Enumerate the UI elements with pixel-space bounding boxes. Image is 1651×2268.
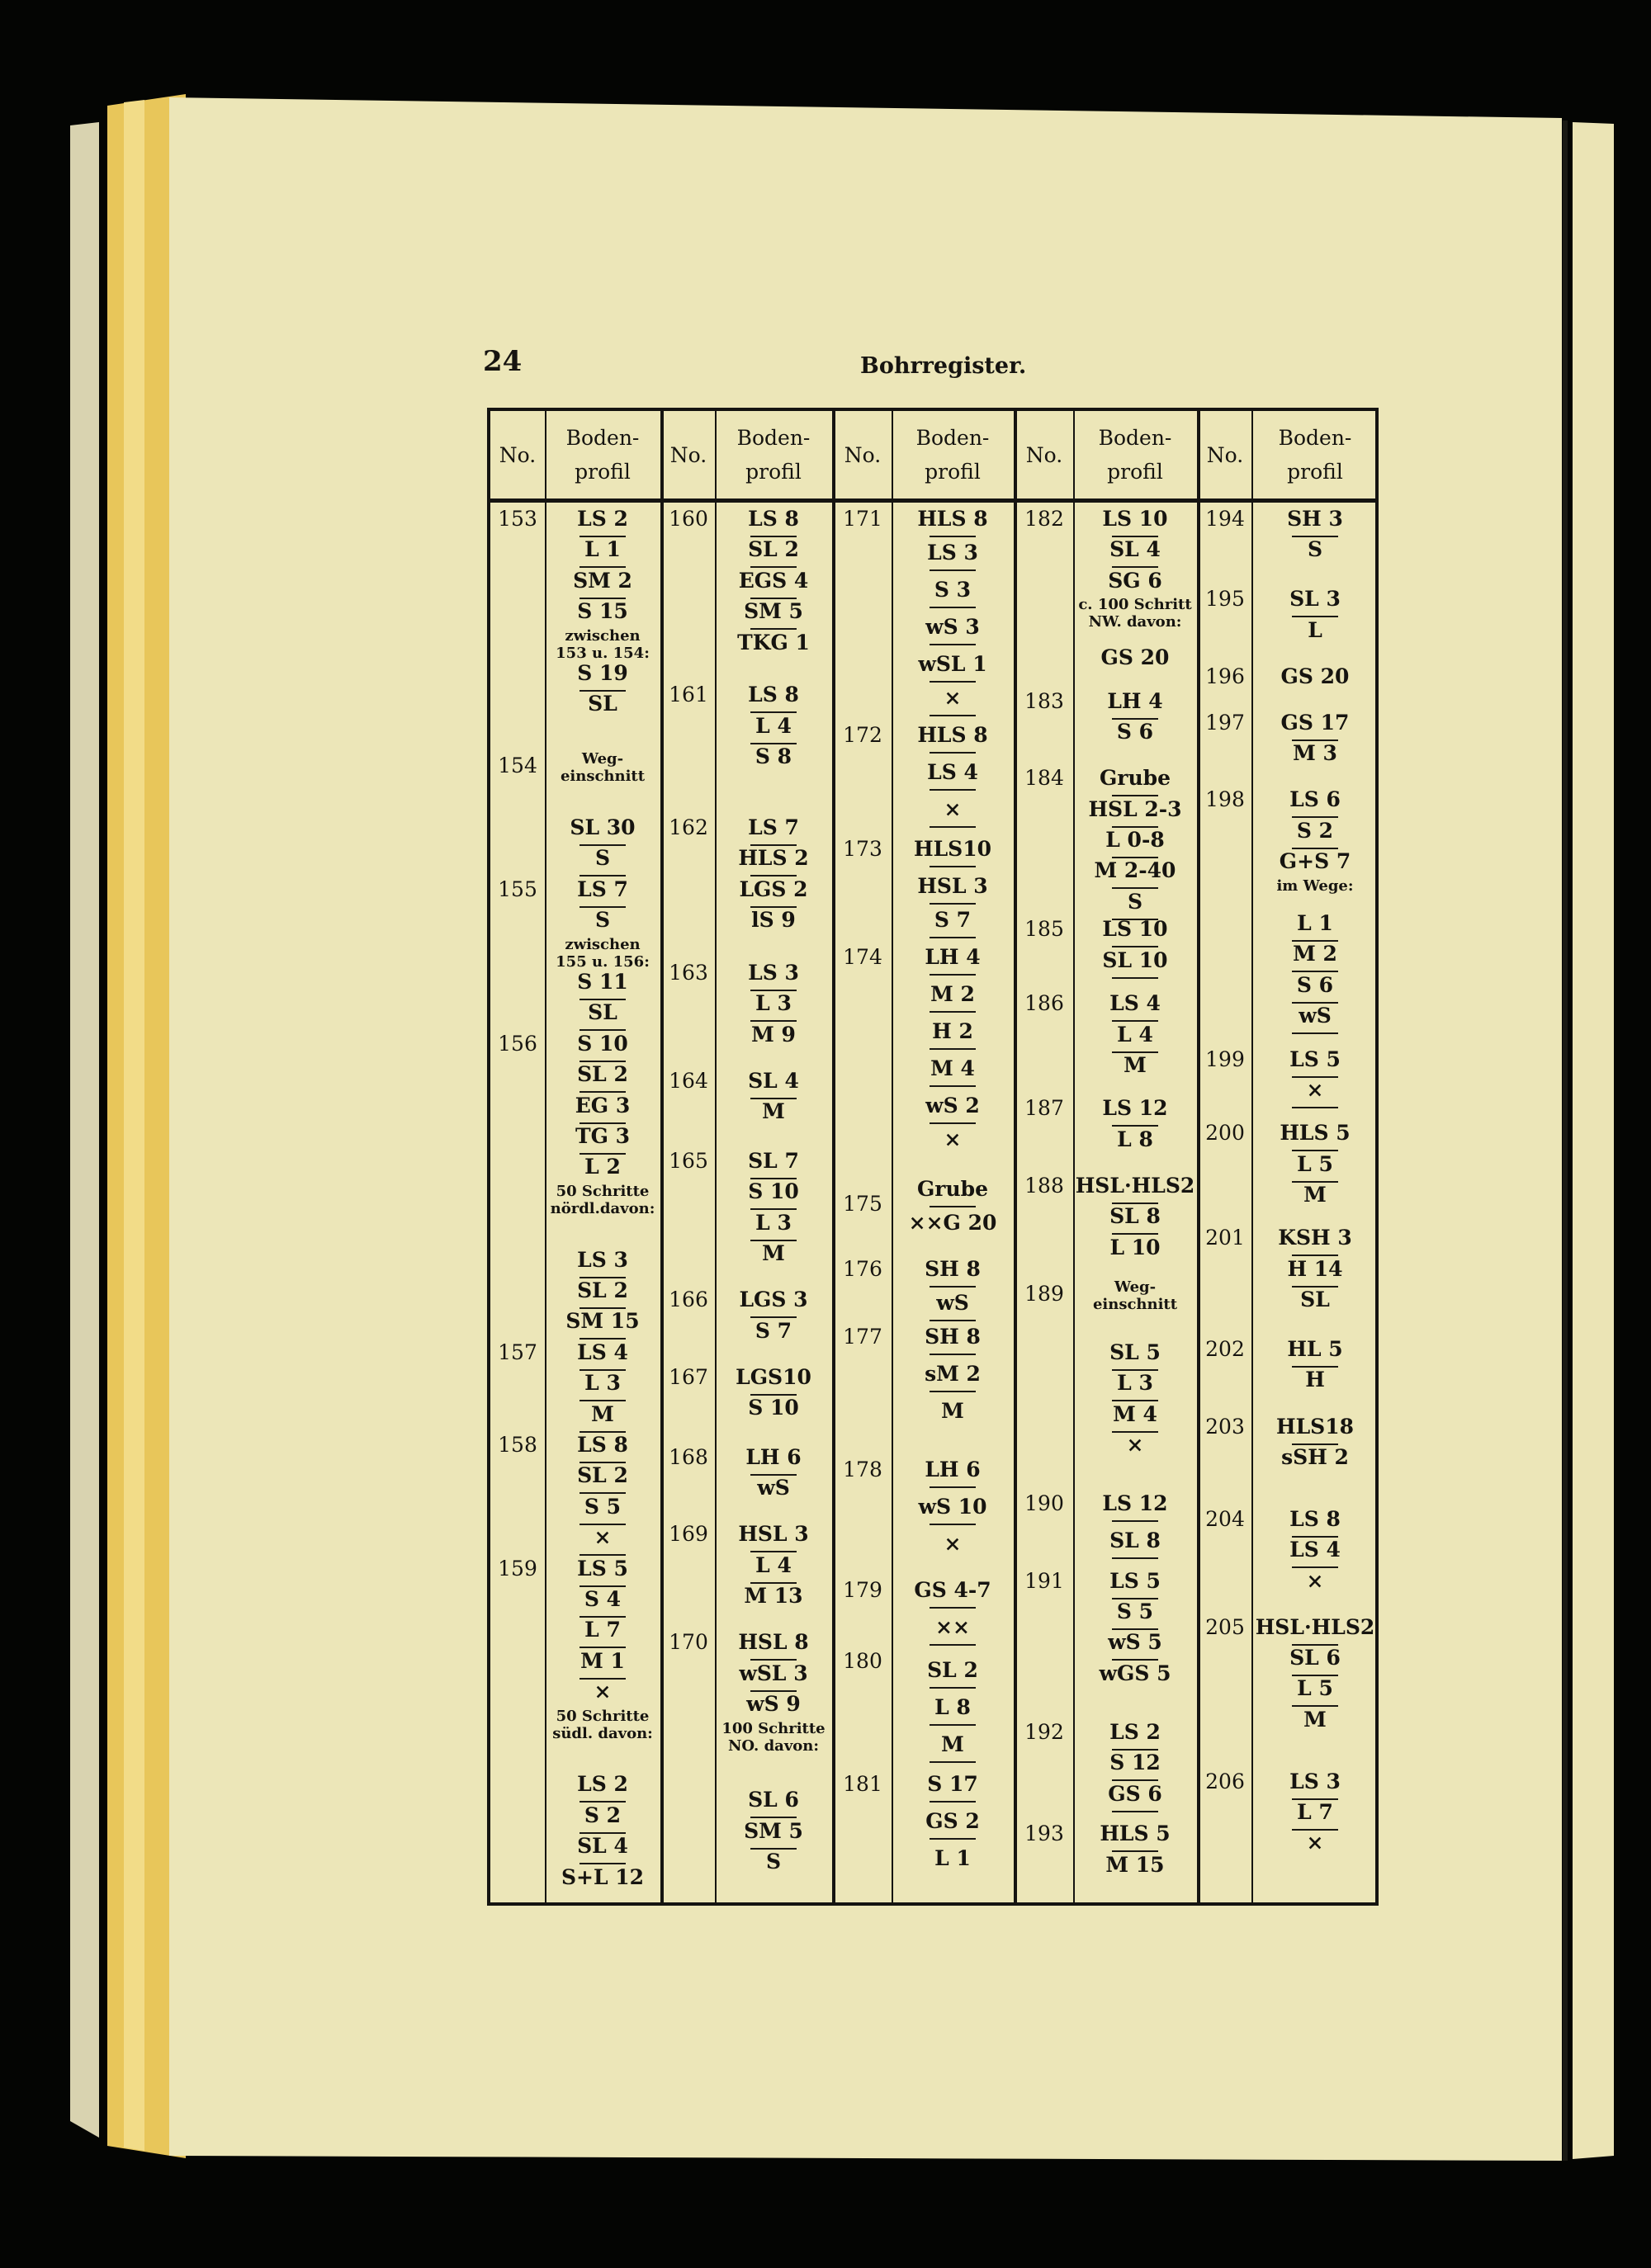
profile-layer: LS 4 — [1251, 1536, 1379, 1564]
profile-layer: M 2 — [892, 980, 1014, 1009]
borehole-number: 154 — [498, 754, 537, 778]
borehole-number: 204 — [1205, 1506, 1245, 1531]
profile-layer: M — [545, 1401, 660, 1429]
profile-layer: L 3 — [1073, 1369, 1197, 1397]
profile-layer: KSH 3 — [1251, 1224, 1379, 1252]
profile-layer: sM 2 — [892, 1360, 1014, 1388]
borehole-number: 155 — [498, 876, 537, 901]
borehole-number: 180 — [843, 1648, 882, 1673]
profile-layer: HSL 2-3 — [1073, 796, 1197, 824]
profile-layer: LS 4 — [1073, 990, 1197, 1018]
profile-layer: HSL 3 — [892, 872, 1014, 900]
profile-layer: HLS 5 — [1073, 1820, 1197, 1848]
profile-layer: S 12 — [1073, 1749, 1197, 1777]
borehole-number: 164 — [669, 1068, 708, 1093]
borehole-number: 197 — [1205, 710, 1245, 735]
profile-layer: LGS 3 — [715, 1286, 832, 1314]
profile-layer: H 14 — [1251, 1255, 1379, 1283]
profile-layer: LS 4 — [545, 1339, 660, 1367]
profile-layer: M 9 — [751, 1022, 796, 1047]
profile-layer: SH 3 — [1251, 505, 1379, 533]
profile-layer: HLS10 — [892, 835, 1014, 863]
profile-layer: × — [892, 684, 1014, 712]
profile-layer: LS 8 — [715, 505, 832, 533]
profile-layer: S 10 — [715, 1178, 832, 1206]
profile-layer: L 3 — [545, 1369, 660, 1397]
profile-layer: L 4 — [715, 1552, 832, 1580]
profile-layer: L — [1308, 617, 1322, 642]
profile-layer: L 4 — [715, 712, 832, 740]
profile-layer: GS 2 — [892, 1807, 1014, 1836]
borehole-number: 193 — [1024, 1821, 1064, 1846]
profile-layer: M — [762, 1241, 785, 1266]
borehole-number: 176 — [843, 1256, 882, 1281]
profile-note: Weg- einschnitt — [560, 750, 646, 786]
borehole-number: 192 — [1024, 1719, 1064, 1744]
profile-layer: L 3 — [715, 990, 832, 1018]
profile-layer: LS 3 — [715, 959, 832, 987]
profile-layer: L 1 — [545, 536, 660, 564]
borehole-number: 201 — [1205, 1226, 1245, 1250]
profile-layer: SL 4 — [545, 1832, 660, 1860]
borehole-number: 194 — [1205, 507, 1245, 531]
profile-layer: SL 2 — [545, 1277, 660, 1305]
profile-layer: LS 8 — [715, 681, 832, 709]
profile-layer: LH 6 — [715, 1443, 832, 1472]
profile-layer: HL 5 — [1251, 1335, 1379, 1363]
profile-layer: L 7 — [1251, 1798, 1379, 1826]
header-bodenprofil: Boden- profil — [565, 426, 640, 484]
profile-layer: S 10 — [545, 1030, 660, 1058]
left-page-edge — [70, 122, 99, 2138]
profile-layer: L 10 — [1109, 1235, 1161, 1259]
profile-layer: LS 3 — [1251, 1768, 1379, 1796]
profile-layer: L 5 — [1251, 1151, 1379, 1179]
borehole-number: 163 — [669, 960, 708, 985]
header-no: No. — [844, 442, 882, 467]
profile-layer: ××G 20 — [908, 1210, 997, 1235]
profile-layer: M — [1124, 1052, 1147, 1077]
profile-layer: S 5 — [545, 1493, 660, 1521]
profile-note: c. 100 Schritt NW. davon: — [1078, 596, 1192, 631]
profile-layer: L 5 — [1251, 1675, 1379, 1703]
profile-layer: SH 8 — [892, 1255, 1014, 1283]
profile-layer: LGS10 — [715, 1363, 832, 1392]
profile-layer: SM 15 — [545, 1307, 660, 1335]
borehole-register-table — [487, 408, 1379, 1906]
profile-layer: SL 4 — [715, 1067, 832, 1095]
profile-layer: L 8 — [1117, 1127, 1153, 1151]
profile-layer: LH 4 — [892, 943, 1014, 971]
profile-layer: SL — [588, 692, 617, 716]
profile-layer: × — [1306, 1831, 1324, 1855]
profile-layer: TG 3 — [545, 1122, 660, 1151]
profile-layer: wS — [1251, 1002, 1379, 1030]
profile-layer: S 3 — [892, 576, 1014, 604]
profile-layer: EG 3 — [545, 1092, 660, 1120]
header-no: No. — [1025, 442, 1063, 467]
profile-layer: SL 2 — [545, 1462, 660, 1490]
profile-layer: S 5 — [1073, 1598, 1197, 1626]
profile-layer: lS 9 — [751, 908, 796, 933]
profile-layer: L 8 — [892, 1694, 1014, 1722]
profile-layer: wS 3 — [892, 613, 1014, 641]
borehole-number: 179 — [843, 1577, 882, 1602]
profile-layer: SM 5 — [715, 598, 832, 626]
profile-layer: GS 20 — [1280, 664, 1350, 688]
profile-layer: SL 2 — [892, 1656, 1014, 1684]
profile-layer: SH 8 — [892, 1323, 1014, 1351]
profile-layer: wS — [892, 1289, 1014, 1317]
profile-note: im Wege: — [1276, 876, 1354, 895]
header-bodenprofil: Boden- profil — [1278, 426, 1352, 484]
borehole-number: 195 — [1205, 587, 1245, 612]
borehole-number: 199 — [1205, 1047, 1245, 1071]
profile-layer: S 7 — [755, 1318, 792, 1343]
profile-layer: S+L 12 — [561, 1864, 645, 1889]
profile-layer: LS 8 — [545, 1431, 660, 1459]
profile-layer: LS 10 — [1073, 505, 1197, 533]
borehole-number: 196 — [1205, 664, 1245, 688]
profile-layer: SL 8 — [1073, 1527, 1197, 1555]
page-number: 24 — [483, 345, 523, 378]
profile-layer: HSL 8 — [715, 1628, 832, 1656]
header-no: No. — [1206, 442, 1244, 467]
profile-layer: LS 5 — [545, 1555, 660, 1583]
profile-layer: wS 5 — [1073, 1628, 1197, 1656]
profile-layer: GS 17 — [1251, 709, 1379, 737]
profile-layer: HLS 2 — [715, 844, 832, 872]
profile-layer: LS 5 — [1251, 1046, 1379, 1074]
borehole-number: 177 — [843, 1325, 882, 1349]
profile-layer: SL — [1300, 1288, 1330, 1312]
borehole-number: 166 — [669, 1288, 708, 1312]
borehole-number: 159 — [498, 1556, 537, 1581]
header-bodenprofil: Boden- profil — [736, 426, 811, 484]
borehole-number: 185 — [1024, 917, 1064, 942]
header-bodenprofil: Boden- profil — [915, 426, 990, 484]
profile-layer: S 10 — [748, 1396, 799, 1420]
profile-layer: HLS 8 — [892, 721, 1014, 749]
profile-note: 100 Schritte NO. davon: — [721, 1719, 826, 1755]
profile-layer: wSL 1 — [892, 650, 1014, 678]
profile-layer: HSL·HLS2 — [1073, 1172, 1197, 1200]
profile-layer: H 2 — [892, 1018, 1014, 1046]
profile-layer: SL — [545, 999, 660, 1027]
profile-layer: M 2 — [1251, 940, 1379, 968]
profile-layer: × — [545, 1524, 660, 1552]
profile-layer: wSL 3 — [715, 1660, 832, 1688]
borehole-number: 162 — [669, 815, 708, 839]
profile-layer: LS 3 — [545, 1246, 660, 1274]
profile-layer: L 7 — [545, 1616, 660, 1644]
borehole-number: 153 — [498, 507, 537, 531]
profile-layer: ×× — [892, 1614, 1014, 1642]
profile-layer: HSL 3 — [715, 1520, 832, 1548]
profile-layer: S 15 — [577, 599, 628, 624]
profile-layer: M 3 — [1293, 741, 1337, 766]
profile-layer: LS 7 — [715, 814, 832, 842]
borehole-number: 202 — [1205, 1337, 1245, 1362]
borehole-number: 172 — [843, 722, 882, 747]
profile-note: Weg- einschnitt — [1092, 1278, 1178, 1313]
profile-layer: × — [1306, 1568, 1324, 1593]
profile-layer: × — [1251, 1076, 1379, 1104]
profile-layer: L 1 — [1251, 910, 1379, 938]
profile-layer: M 1 — [545, 1647, 660, 1675]
profile-layer: × — [892, 796, 1014, 824]
profile-layer: LH 4 — [1073, 687, 1197, 716]
profile-layer: LS 4 — [892, 758, 1014, 787]
profile-layer: LS 2 — [545, 1770, 660, 1798]
profile-layer: S — [1307, 537, 1323, 562]
profile-layer: TKG 1 — [737, 630, 810, 654]
profile-layer: LS 12 — [1073, 1490, 1197, 1518]
borehole-number: 182 — [1024, 507, 1064, 531]
profile-layer: M — [892, 1731, 1014, 1759]
profile-layer: M 15 — [1105, 1852, 1165, 1877]
borehole-number: 183 — [1024, 688, 1064, 713]
profile-layer: S 17 — [892, 1770, 1014, 1798]
profile-layer: M — [762, 1099, 785, 1124]
profile-layer: sSH 2 — [1281, 1444, 1349, 1469]
profile-layer: SM 2 — [545, 567, 660, 595]
profile-layer: LS 5 — [1073, 1567, 1197, 1595]
borehole-number: 206 — [1205, 1769, 1245, 1793]
borehole-number: 186 — [1024, 991, 1064, 1016]
borehole-number: 174 — [843, 945, 882, 970]
borehole-number: 157 — [498, 1340, 537, 1364]
profile-layer: GS 4-7 — [892, 1576, 1014, 1604]
profile-layer: SG 6 — [1108, 568, 1162, 593]
profile-layer: SM 5 — [715, 1817, 832, 1845]
profile-layer: L 0-8 — [1073, 826, 1197, 854]
profile-layer: wS 9 — [746, 1692, 801, 1717]
profile-layer: LS 10 — [1073, 915, 1197, 943]
borehole-number: 205 — [1205, 1614, 1245, 1639]
borehole-number: 167 — [669, 1364, 708, 1389]
profile-layer: GS 6 — [1073, 1780, 1197, 1808]
profile-layer: LS 8 — [1251, 1505, 1379, 1533]
borehole-number: 198 — [1205, 787, 1245, 812]
borehole-number: 200 — [1205, 1121, 1245, 1146]
profile-layer: S — [1073, 888, 1197, 916]
borehole-number: 158 — [498, 1433, 537, 1457]
profile-layer: S 8 — [755, 744, 792, 768]
header-no: No. — [499, 442, 537, 467]
profile-layer: LS 3 — [892, 539, 1014, 567]
profile-layer: G+S 7 — [1279, 849, 1351, 874]
profile-layer: L 3 — [715, 1209, 832, 1237]
profile-layer: M — [1303, 1183, 1327, 1207]
profile-layer: S 6 — [1251, 971, 1379, 999]
profile-layer: HLS18 — [1251, 1413, 1379, 1441]
borehole-number: 181 — [843, 1772, 882, 1797]
profile-layer: M 13 — [744, 1584, 803, 1609]
borehole-number: 169 — [669, 1522, 708, 1547]
borehole-number: 171 — [843, 507, 882, 531]
profile-layer: LS 2 — [1073, 1718, 1197, 1746]
running-head: Bohrregister. — [860, 353, 1027, 379]
profile-note: 50 Schritte südl. davon: — [552, 1707, 653, 1742]
borehole-number: 188 — [1024, 1173, 1064, 1198]
profile-layer: wS 10 — [892, 1493, 1014, 1521]
profile-layer: HSL·HLS2 — [1251, 1614, 1379, 1642]
profile-layer: SL 10 — [1073, 947, 1197, 975]
profile-layer: LS 2 — [545, 505, 660, 533]
borehole-number: 190 — [1024, 1491, 1064, 1516]
profile-layer: GS 20 — [1100, 645, 1170, 670]
borehole-number: 161 — [669, 683, 708, 707]
profile-layer: LS 12 — [1073, 1094, 1197, 1122]
profile-layer: HLS 8 — [892, 505, 1014, 533]
profile-layer: SL 2 — [715, 536, 832, 564]
profile-layer: S 7 — [892, 906, 1014, 934]
profile-layer: H — [1305, 1368, 1325, 1392]
borehole-number: 168 — [669, 1444, 708, 1469]
profile-layer: SL 2 — [545, 1061, 660, 1089]
profile-layer: LH 6 — [892, 1456, 1014, 1484]
profile-layer: M 2-40 — [1073, 857, 1197, 885]
profile-layer: LS 6 — [1251, 786, 1379, 814]
profile-layer: SL 6 — [1251, 1644, 1379, 1672]
profile-note: zwischen 153 u. 154: — [556, 626, 650, 662]
profile-layer: L 1 — [934, 1846, 971, 1871]
profile-layer: S — [594, 908, 611, 933]
next-page-sliver — [1573, 122, 1614, 2159]
profile-layer: S 4 — [545, 1585, 660, 1614]
profile-note: 50 Schritte nördl.davon: — [550, 1182, 655, 1217]
profile-layer: LS 7 — [545, 876, 660, 904]
profile-layer: S — [545, 844, 660, 872]
borehole-number: 165 — [669, 1148, 708, 1173]
profile-layer: SL 7 — [715, 1147, 832, 1175]
profile-layer: × — [1126, 1433, 1144, 1457]
borehole-number: 160 — [669, 507, 708, 531]
profile-layer: M — [1303, 1707, 1327, 1732]
profile-layer: S 2 — [545, 1802, 660, 1830]
profile-layer: S 11 — [545, 968, 660, 996]
profile-layer: SL 4 — [1073, 536, 1197, 564]
borehole-number: 175 — [843, 1192, 882, 1217]
profile-layer: SL 6 — [715, 1786, 832, 1814]
profile-layer: × — [594, 1680, 612, 1704]
profile-layer: HLS 5 — [1251, 1119, 1379, 1147]
profile-layer: M — [941, 1398, 964, 1423]
borehole-number: 170 — [669, 1630, 708, 1655]
borehole-number: 156 — [498, 1031, 537, 1056]
header-rule — [490, 498, 1375, 503]
profile-layer: L 4 — [1073, 1021, 1197, 1049]
profile-layer: SL 3 — [1251, 585, 1379, 613]
column-divider — [832, 411, 835, 1902]
profile-layer: × — [944, 1531, 962, 1556]
profile-layer: SL 30 — [545, 814, 660, 842]
profile-layer: Grube — [1073, 764, 1197, 792]
header-no: No. — [669, 442, 707, 467]
profile-layer: S 2 — [1251, 817, 1379, 845]
borehole-number: 187 — [1024, 1096, 1064, 1121]
profile-layer: S — [765, 1849, 782, 1873]
profile-layer: L 2 — [584, 1155, 621, 1179]
header-bodenprofil: Boden- profil — [1098, 426, 1172, 484]
profile-layer: S 19 — [545, 659, 660, 687]
profile-layer: M 4 — [1073, 1401, 1197, 1429]
profile-note: zwischen 155 u. 156: — [556, 935, 650, 971]
borehole-number: 191 — [1024, 1568, 1064, 1593]
profile-layer: Grube — [892, 1175, 1014, 1203]
profile-layer: LGS 2 — [715, 876, 832, 904]
borehole-number: 203 — [1205, 1414, 1245, 1439]
profile-layer: EGS 4 — [715, 567, 832, 595]
column-divider — [1197, 411, 1200, 1902]
borehole-number: 184 — [1024, 766, 1064, 791]
profile-layer: × — [944, 1127, 962, 1151]
column-divider — [1014, 411, 1017, 1902]
profile-layer: wS 2 — [892, 1092, 1014, 1120]
profile-layer: wS — [757, 1476, 790, 1500]
profile-layer: M 4 — [892, 1055, 1014, 1083]
borehole-number: 173 — [843, 837, 882, 862]
profile-layer: SL 8 — [1073, 1203, 1197, 1231]
borehole-number: 189 — [1024, 1281, 1064, 1306]
profile-layer: SL 5 — [1073, 1339, 1197, 1367]
borehole-number: 178 — [843, 1457, 882, 1481]
profile-layer: wGS 5 — [1099, 1661, 1171, 1685]
profile-layer: S 6 — [1116, 720, 1154, 744]
